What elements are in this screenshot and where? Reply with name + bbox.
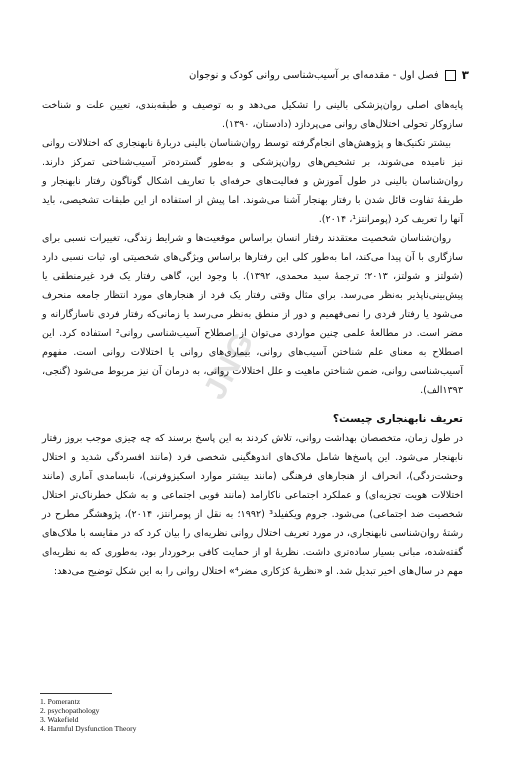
footnote: 4. Harmful Dysfunction Theory bbox=[40, 724, 137, 733]
paragraph: در طول زمان، متخصصان بهداشت روانی، تلاش کردند به این پاسخ برسند که چه چیزی موجب بروز رفتار نابهنجار می‌شود. این پاسخ‌ها شامل ملاک‌های اندوهگینی شخصی فرد (مانند افسردگی شدید و اختلال وحشت‌زدگی)، انحراف از هنجارهای فرهنگی (مانند بیشتر موارد اسکیزوفرنی)، نابسامدی آماری (مانند اختلالات هویت تجزیه‌ای) و عملکرد اجتماعی ناکارامد (مانند فوبی اجتماعی و به شکل خطرناک‌تر اختلال شخصیت ضد اجتماعی) می‌شود. جروم ویکفیلد³ (۱۹۹۲؛ به نقل از پومرانتز، ۲۰۱۴)، پژوهشگر مطرح در رشتهٔ روان‌شناسی نابهنجاری، در مورد تعریف اختلال روانی نظریه‌ای را بیان کرد که در مقایسه با ملاک‌های گفته‌شده، مبانی بسیار ساده‌تری داشت. نظریهٔ او از حمایت کافی برخوردار بود، به‌طوری که به نظریه‌ای مهم در سال‌های اخیر تبدیل شد. او «نظریهٔ کژکاری مضر⁴» اختلال روانی را به این شکل توضیح می‌دهد: bbox=[42, 433, 463, 577]
body-text bbox=[42, 96, 463, 581]
footnote-divider bbox=[40, 693, 112, 694]
running-header bbox=[36, 66, 469, 84]
paragraph: بیشتر تکنیک‌ها و پژوهش‌های انجام‌گرفته توسط روان‌شناسان بالینی دربارهٔ نابهنجاری که اختلالات روانی نیز نامیده می‌شوند، بر تشخیص‌های روان‌پزشکی و به‌طور گسترده‌تر آسیب‌شناختی تمرکز دارند. روان‌شناسان بالینی در طول آموزش و فعالیت‌های حرفه‌ای با تعاریف اشکال گوناگون رفتار نابهنجار و طریقهٔ تفاوت قائل شدن با رفتار بهنجار آشنا می‌شوند. اما پیش از استفاده از این طبقات تشخیصی، باید آنها را تعریف کرد (پومرانتز¹، ۲۰۱۴). bbox=[42, 138, 463, 225]
paragraph: پایه‌های اصلی روان‌پزشکی بالینی را تشکیل می‌دهد و به توصیف و طبقه‌بندی، تعیین علت و شناخت سازوکار تحولی اختلال‌های روانی می‌پردازد (دادستان، ۱۳۹۰). bbox=[42, 100, 463, 130]
footnotes bbox=[40, 697, 136, 733]
paragraph: روان‌شناسان شخصیت معتقدند رفتار انسان براساس موقعیت‌ها و شرایط زندگی، تغییرات نسبی برای سازگاری با آن پیدا می‌کند، اما به‌طور کلی این رفتارها براساس ویژگی‌های شخصیتی او، ثبات نسبی دارد (شولتز و شولتز، ۲۰۱۳؛ ترجمهٔ سید محمدی، ۱۳۹۲). با وجود این، گاهی رفتار یک فرد غیرمنطقی یا پیش‌بینی‌ناپذیر به‌نظر می‌رسد. برای مثال وقتی رفتار یک فرد از هنجارهای مورد انتظار جامعه منحرف می‌شود یا رفتار فردی را نمی‌فهمیم و دور از منطق به‌نظر می‌رسد یا زمانی‌که رفتار فردی ناسازگارانه و مضر است. در مطالعهٔ علمی چنین مواردی می‌توان از اصطلاح آسیب‌شناسی روانی² استفاده کرد. این اصطلاح به معنای علم شناختن آسیب‌های روانی، بیماری‌های روانی یا اختلالات روانی است. مفهوم آسیب‌شناسی روانی، ضمن شناختن ماهیت و علل اختلالات روانی، به درمان آن نیز مربوط می‌شود (گنجی، ۱۳۹۳الف). bbox=[42, 233, 463, 396]
chapter-title: فصل اول - مقدمه‌ای بر آسیب‌شناسی روانی کودک و نوجوان bbox=[188, 69, 439, 81]
square-ornament-icon bbox=[445, 70, 456, 81]
footnote: 1. Pomerantz bbox=[40, 697, 81, 706]
page-number: ۳ bbox=[461, 68, 469, 82]
footnote: 3. Wakefield bbox=[40, 715, 79, 724]
footnote: 2. psychopathology bbox=[40, 706, 100, 715]
watermark: JNG bbox=[196, 324, 262, 405]
section-heading: تعریف نابهنجاری چیست؟ bbox=[332, 413, 463, 425]
